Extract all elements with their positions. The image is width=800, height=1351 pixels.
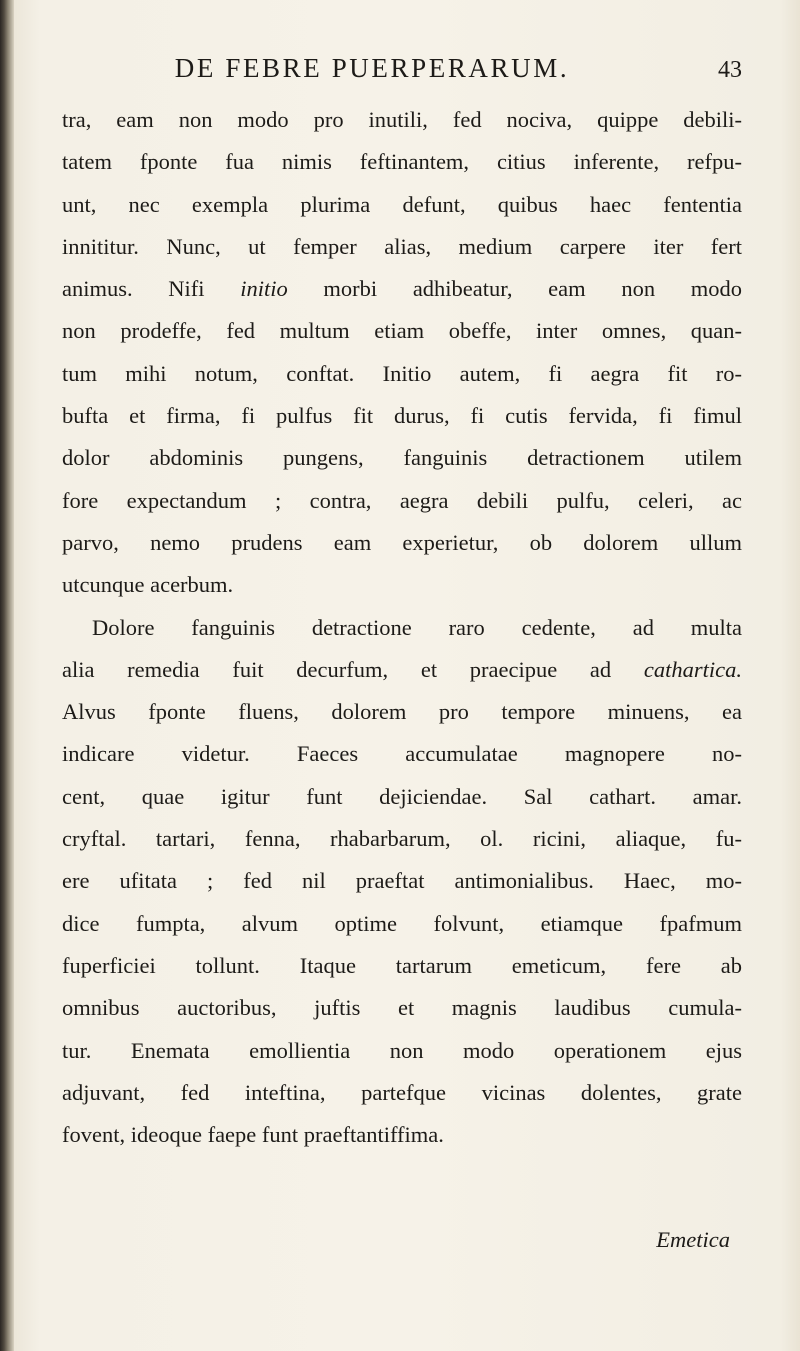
text-line — [62, 649, 742, 691]
text-segment: alia remedia fuit decurfum, et praecipue ad — [62, 656, 612, 682]
text-line: Dolore fanguinis detractione raro cedente, ad multa — [92, 614, 742, 640]
text-line: tra, eam non modo pro inutili, fed nociva, quippe debili- — [62, 107, 742, 132]
text-segment: morbi adhibeatur, eam non modo — [323, 276, 742, 302]
text-line: parvo, nemo prudens eam experietur, ob dolorem ullum — [62, 529, 742, 555]
text-line — [62, 268, 742, 310]
text-line: Alvus fponte fluens, dolorem pro tempore minuens, ea — [62, 699, 742, 725]
page-header — [42, 48, 750, 90]
text-line: adjuvant, fed inteftina, partefque vicinas dolentes, grate — [62, 1079, 742, 1105]
page-number: 43 — [718, 57, 742, 83]
text-segment: animus. Nifi — [62, 276, 205, 302]
text-line: cent, quae igitur funt dejiciendae. Sal cathart. amar. — [62, 783, 742, 809]
text-line: indicare videtur. Faeces accumulatae magnopere no- — [62, 741, 742, 767]
text-line: ere ufitata ; fed nil praeftat antimonialibus. Haec, mo- — [62, 868, 742, 894]
body-text — [62, 99, 742, 1156]
text-line: tur. Enemata emollientia non modo operationem ejus — [62, 1037, 742, 1063]
binding-edge — [0, 0, 14, 1351]
text-line: fore expectandum ; contra, aegra debili pulfu, celeri, ac — [62, 487, 742, 513]
italic-term: cathartica. — [643, 656, 742, 682]
text-line: cryftal. tartari, fenna, rhabarbarum, ol. ricini, aliaque, fu- — [62, 826, 742, 852]
text-line: innititur. Nunc, ut femper alias, medium carpere iter fert — [62, 233, 742, 259]
text-line: unt, nec exempla plurima defunt, quibus haec fententia — [62, 191, 742, 217]
text-line: dolor abdominis pungens, fanguinis detractionem utilem — [62, 445, 742, 471]
italic-term: initio — [240, 276, 288, 302]
text-line: utcunque acerbum. — [62, 572, 234, 598]
text-line: dice fumpta, alvum optime folvunt, etiamque fpafmum — [62, 910, 742, 936]
text-line: tatem fponte fua nimis feftinantem, citius inferente, refpu- — [62, 149, 742, 175]
running-title: DE FEBRE PUERPERARUM. — [174, 53, 570, 83]
text-line: fuperficiei tollunt. Itaque tartarum emeticum, fere ab — [62, 952, 742, 978]
text-line: tum mihi notum, conftat. Initio autem, fi aegra fit ro- — [62, 360, 742, 386]
text-line: omnibus auctoribus, juftis et magnis laudibus cumula- — [62, 995, 742, 1021]
text-line: fovent, ideoque faepe funt praeftantiffima. — [62, 1122, 444, 1148]
text-line: bufta et firma, fi pulfus fit durus, fi cutis fervida, fi fimul — [62, 403, 742, 429]
text-line: non prodeffe, fed multum etiam obeffe, inter omnes, quan- — [62, 318, 742, 344]
catchword: Emetica — [656, 1227, 730, 1252]
